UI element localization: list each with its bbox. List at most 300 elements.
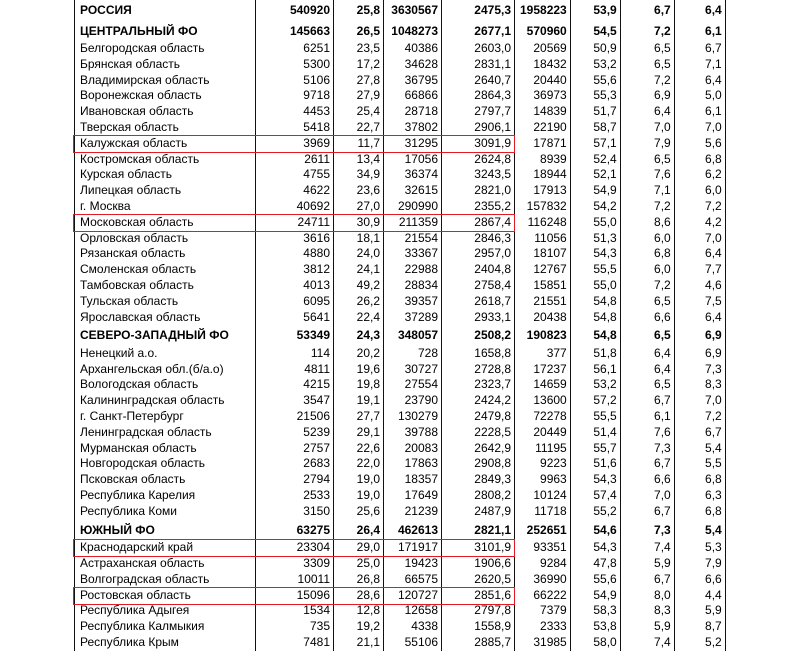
value-col-3: 20083: [384, 441, 442, 457]
value-col-8: 7,7: [674, 262, 725, 278]
value-col-8: 5,5: [674, 456, 725, 472]
value-col-7: 6,5: [620, 41, 674, 57]
region-row: [75, 88, 726, 104]
value-col-7: 6,1: [620, 409, 674, 425]
value-col-8: 7,3: [674, 362, 725, 378]
value-col-5: 1958223: [515, 0, 571, 21]
value-col-8: 5,6: [674, 136, 725, 152]
value-col-1: 40692: [256, 199, 334, 215]
value-col-8: 6,4: [674, 246, 725, 262]
value-col-2: 28,6: [334, 588, 384, 604]
region-name: Белгородская область: [75, 41, 256, 57]
district-total-row: [75, 21, 726, 42]
value-col-7: 8,0: [620, 588, 674, 604]
region-row: [75, 310, 726, 326]
value-col-5: 17237: [515, 362, 571, 378]
value-col-8: 6,1: [674, 104, 725, 120]
value-col-5: 18107: [515, 246, 571, 262]
value-col-7: 6,7: [620, 0, 674, 21]
regional-statistics-table: [74, 0, 726, 651]
value-col-1: 540920: [256, 0, 334, 21]
value-col-8: 6,9: [674, 346, 725, 362]
region-row: [75, 278, 726, 294]
value-col-7: 6,0: [620, 231, 674, 247]
value-col-1: 2683: [256, 456, 334, 472]
value-col-8: 6,9: [674, 325, 725, 346]
value-col-5: 9223: [515, 456, 571, 472]
value-col-2: 19,6: [334, 362, 384, 378]
value-col-1: 21506: [256, 409, 334, 425]
value-col-7: 6,5: [620, 152, 674, 168]
value-col-2: 19,2: [334, 619, 384, 635]
value-col-5: 20569: [515, 41, 571, 57]
region-row: [75, 136, 726, 152]
value-col-4: 2821,0: [442, 183, 515, 199]
region-name: Калининградская область: [75, 393, 256, 409]
value-col-7: 6,0: [620, 262, 674, 278]
region-name: Костромская область: [75, 152, 256, 168]
region-name: ЮЖНЫЙ ФО: [75, 520, 256, 541]
value-col-4: 2957,0: [442, 246, 515, 262]
value-col-8: 6,7: [674, 425, 725, 441]
value-col-3: 40386: [384, 41, 442, 57]
region-name: Ростовская область: [75, 588, 256, 604]
region-row: [75, 167, 726, 183]
value-col-7: 7,9: [620, 136, 674, 152]
value-col-4: 2797,8: [442, 603, 515, 619]
value-col-4: 2908,8: [442, 456, 515, 472]
value-col-7: 6,4: [620, 346, 674, 362]
value-col-3: 17056: [384, 152, 442, 168]
region-row: [75, 362, 726, 378]
value-col-3: 21554: [384, 231, 442, 247]
region-name: Республика Крым: [75, 635, 256, 651]
region-row: [75, 152, 726, 168]
value-col-4: 2797,7: [442, 104, 515, 120]
value-col-8: 5,3: [674, 540, 725, 556]
value-col-5: 18944: [515, 167, 571, 183]
value-col-1: 4013: [256, 278, 334, 294]
value-col-3: 27554: [384, 377, 442, 393]
region-name: Орловская область: [75, 231, 256, 247]
region-name: Калужская область: [75, 136, 256, 152]
value-col-6: 58,7: [570, 120, 620, 136]
value-col-1: 15096: [256, 588, 334, 604]
value-col-7: 7,2: [620, 278, 674, 294]
value-col-6: 55,5: [570, 409, 620, 425]
value-col-2: 18,1: [334, 231, 384, 247]
value-col-1: 3547: [256, 393, 334, 409]
value-col-2: 22,4: [334, 310, 384, 326]
value-col-8: 7,2: [674, 199, 725, 215]
value-col-3: 32615: [384, 183, 442, 199]
value-col-2: 11,7: [334, 136, 384, 152]
value-col-3: 211359: [384, 215, 442, 231]
value-col-6: 54,3: [570, 472, 620, 488]
region-name: Курская область: [75, 167, 256, 183]
value-col-4: 2758,4: [442, 278, 515, 294]
value-col-6: 55,3: [570, 88, 620, 104]
value-col-3: 130279: [384, 409, 442, 425]
value-col-7: 7,6: [620, 425, 674, 441]
region-name: г. Санкт-Петербург: [75, 409, 256, 425]
value-col-8: 6,6: [674, 572, 725, 588]
region-row: [75, 572, 726, 588]
value-col-1: 3812: [256, 262, 334, 278]
value-col-5: 11718: [515, 504, 571, 520]
value-col-6: 58,3: [570, 603, 620, 619]
value-col-2: 20,2: [334, 346, 384, 362]
value-col-3: 290990: [384, 199, 442, 215]
value-col-5: 18432: [515, 57, 571, 73]
value-col-6: 53,8: [570, 619, 620, 635]
value-col-8: 6,1: [674, 21, 725, 42]
value-col-5: 17913: [515, 183, 571, 199]
value-col-8: 5,0: [674, 88, 725, 104]
value-col-4: 2620,5: [442, 572, 515, 588]
value-col-8: 4,6: [674, 278, 725, 294]
value-col-2: 27,8: [334, 73, 384, 89]
value-col-8: 8,3: [674, 377, 725, 393]
region-name: Тверская область: [75, 120, 256, 136]
value-col-1: 2794: [256, 472, 334, 488]
value-col-5: 72278: [515, 409, 571, 425]
region-row: [75, 104, 726, 120]
value-col-3: 36795: [384, 73, 442, 89]
value-col-5: 36973: [515, 88, 571, 104]
value-col-2: 24,0: [334, 246, 384, 262]
value-col-6: 53,9: [570, 0, 620, 21]
region-row: [75, 215, 726, 231]
value-col-5: 157832: [515, 199, 571, 215]
region-name: Республика Коми: [75, 504, 256, 520]
value-col-8: 6,7: [674, 41, 725, 57]
value-col-8: 7,1: [674, 57, 725, 73]
value-col-4: 2867,4: [442, 215, 515, 231]
value-col-7: 5,9: [620, 556, 674, 572]
value-col-5: 7379: [515, 603, 571, 619]
value-col-2: 23,6: [334, 183, 384, 199]
value-col-1: 5641: [256, 310, 334, 326]
value-col-8: 5,4: [674, 520, 725, 541]
value-col-1: 4811: [256, 362, 334, 378]
value-col-6: 52,4: [570, 152, 620, 168]
region-row: [75, 41, 726, 57]
value-col-4: 3243,5: [442, 167, 515, 183]
region-name: Ненецкий а.о.: [75, 346, 256, 362]
district-total-row: [75, 0, 726, 21]
value-col-4: 2228,5: [442, 425, 515, 441]
regional-statistics-table-container: [74, 0, 726, 651]
value-col-3: 18357: [384, 472, 442, 488]
value-col-1: 114: [256, 346, 334, 362]
value-col-2: 25,0: [334, 556, 384, 572]
value-col-8: 6,2: [674, 167, 725, 183]
value-col-4: 2355,2: [442, 199, 515, 215]
value-col-2: 17,2: [334, 57, 384, 73]
region-name: Тамбовская область: [75, 278, 256, 294]
value-col-5: 377: [515, 346, 571, 362]
value-col-3: 12658: [384, 603, 442, 619]
value-col-8: 6,3: [674, 488, 725, 504]
value-col-7: 6,7: [620, 572, 674, 588]
region-row: [75, 199, 726, 215]
region-row: [75, 377, 726, 393]
value-col-5: 14839: [515, 104, 571, 120]
value-col-8: 7,0: [674, 231, 725, 247]
value-col-6: 51,3: [570, 231, 620, 247]
value-col-2: 25,6: [334, 504, 384, 520]
value-col-3: 17649: [384, 488, 442, 504]
value-col-7: 6,7: [620, 456, 674, 472]
region-name: г. Москва: [75, 199, 256, 215]
value-col-1: 735: [256, 619, 334, 635]
value-col-6: 54,8: [570, 294, 620, 310]
district-total-row: [75, 325, 726, 346]
value-col-3: 30727: [384, 362, 442, 378]
value-col-1: 3616: [256, 231, 334, 247]
value-col-5: 11056: [515, 231, 571, 247]
value-col-6: 51,7: [570, 104, 620, 120]
value-col-1: 4880: [256, 246, 334, 262]
value-col-7: 8,3: [620, 603, 674, 619]
value-col-3: 37802: [384, 120, 442, 136]
region-name: Новгородская область: [75, 456, 256, 472]
value-col-3: 462613: [384, 520, 442, 541]
value-col-1: 4622: [256, 183, 334, 199]
value-col-4: 2487,9: [442, 504, 515, 520]
value-col-1: 4755: [256, 167, 334, 183]
value-col-4: 2851,6: [442, 588, 515, 604]
value-col-2: 13,4: [334, 152, 384, 168]
value-col-2: 34,9: [334, 167, 384, 183]
value-col-5: 13600: [515, 393, 571, 409]
value-col-2: 22,0: [334, 456, 384, 472]
value-col-6: 58,0: [570, 635, 620, 651]
value-col-5: 9963: [515, 472, 571, 488]
value-col-8: 5,4: [674, 441, 725, 457]
region-name: Тульская область: [75, 294, 256, 310]
value-col-7: 7,0: [620, 120, 674, 136]
value-col-2: 27,9: [334, 88, 384, 104]
value-col-4: 1558,9: [442, 619, 515, 635]
region-name: Смоленская область: [75, 262, 256, 278]
value-col-2: 22,7: [334, 120, 384, 136]
value-col-2: 29,1: [334, 425, 384, 441]
value-col-7: 7,3: [620, 520, 674, 541]
value-col-4: 2479,8: [442, 409, 515, 425]
region-row: [75, 556, 726, 572]
value-col-5: 252651: [515, 520, 571, 541]
region-name: Астраханская область: [75, 556, 256, 572]
value-col-2: 30,9: [334, 215, 384, 231]
region-name: Республика Калмыкия: [75, 619, 256, 635]
value-col-1: 6251: [256, 41, 334, 57]
region-name: Краснодарский край: [75, 540, 256, 556]
value-col-6: 55,0: [570, 215, 620, 231]
value-col-3: 728: [384, 346, 442, 362]
value-col-8: 7,2: [674, 409, 725, 425]
region-name: Воронежская область: [75, 88, 256, 104]
value-col-3: 22988: [384, 262, 442, 278]
value-col-6: 54,3: [570, 246, 620, 262]
value-col-1: 63275: [256, 520, 334, 541]
value-col-4: 2831,1: [442, 57, 515, 73]
value-col-4: 2618,7: [442, 294, 515, 310]
value-col-7: 6,5: [620, 377, 674, 393]
value-col-3: 37289: [384, 310, 442, 326]
region-name: Мурманская область: [75, 441, 256, 457]
value-col-1: 2533: [256, 488, 334, 504]
value-col-3: 34628: [384, 57, 442, 73]
value-col-2: 19,0: [334, 488, 384, 504]
region-row: [75, 540, 726, 556]
value-col-8: 7,5: [674, 294, 725, 310]
value-col-3: 1048273: [384, 21, 442, 42]
value-col-1: 23304: [256, 540, 334, 556]
value-col-4: 2808,2: [442, 488, 515, 504]
value-col-5: 2333: [515, 619, 571, 635]
value-col-3: 171917: [384, 540, 442, 556]
value-col-5: 12767: [515, 262, 571, 278]
region-name: Вологодская область: [75, 377, 256, 393]
value-col-2: 26,2: [334, 294, 384, 310]
value-col-1: 2611: [256, 152, 334, 168]
value-col-4: 2404,8: [442, 262, 515, 278]
value-col-7: 6,5: [620, 325, 674, 346]
value-col-3: 66866: [384, 88, 442, 104]
value-col-6: 51,6: [570, 456, 620, 472]
value-col-6: 51,4: [570, 425, 620, 441]
value-col-6: 51,8: [570, 346, 620, 362]
value-col-1: 53349: [256, 325, 334, 346]
value-col-8: 5,9: [674, 603, 725, 619]
value-col-4: 2640,7: [442, 73, 515, 89]
value-col-5: 570960: [515, 21, 571, 42]
value-col-2: 26,4: [334, 520, 384, 541]
value-col-2: 22,6: [334, 441, 384, 457]
value-col-7: 6,8: [620, 246, 674, 262]
value-col-8: 7,0: [674, 120, 725, 136]
value-col-7: 7,4: [620, 635, 674, 651]
value-col-2: 12,8: [334, 603, 384, 619]
region-row: [75, 57, 726, 73]
value-col-2: 24,1: [334, 262, 384, 278]
region-row: [75, 504, 726, 520]
region-row: [75, 425, 726, 441]
value-col-8: 4,4: [674, 588, 725, 604]
value-col-2: 27,7: [334, 409, 384, 425]
value-col-6: 57,1: [570, 136, 620, 152]
value-col-6: 54,2: [570, 199, 620, 215]
value-col-5: 190823: [515, 325, 571, 346]
value-col-6: 56,1: [570, 362, 620, 378]
region-name: ЦЕНТРАЛЬНЫЙ ФО: [75, 21, 256, 42]
value-col-6: 55,7: [570, 441, 620, 457]
value-col-8: 6,0: [674, 183, 725, 199]
region-name: Архангельская обл.(б/а.о): [75, 362, 256, 378]
value-col-5: 21551: [515, 294, 571, 310]
value-col-7: 8,6: [620, 215, 674, 231]
value-col-7: 7,1: [620, 183, 674, 199]
value-col-7: 6,7: [620, 504, 674, 520]
value-col-7: 6,5: [620, 294, 674, 310]
value-col-8: 7,9: [674, 556, 725, 572]
value-col-2: 24,3: [334, 325, 384, 346]
value-col-2: 49,2: [334, 278, 384, 294]
region-row: [75, 183, 726, 199]
value-col-1: 9718: [256, 88, 334, 104]
value-col-6: 50,9: [570, 41, 620, 57]
value-col-4: 1906,6: [442, 556, 515, 572]
region-row: [75, 456, 726, 472]
value-col-6: 52,1: [570, 167, 620, 183]
value-col-8: 4,2: [674, 215, 725, 231]
value-col-7: 7,6: [620, 167, 674, 183]
value-col-1: 3969: [256, 136, 334, 152]
value-col-2: 26,5: [334, 21, 384, 42]
value-col-3: 19423: [384, 556, 442, 572]
region-name: Московская область: [75, 215, 256, 231]
value-col-6: 47,8: [570, 556, 620, 572]
value-col-1: 4215: [256, 377, 334, 393]
value-col-5: 66222: [515, 588, 571, 604]
value-col-4: 2603,0: [442, 41, 515, 57]
value-col-3: 33367: [384, 246, 442, 262]
region-row: [75, 231, 726, 247]
value-col-3: 55106: [384, 635, 442, 651]
value-col-1: 5106: [256, 73, 334, 89]
region-row: [75, 409, 726, 425]
value-col-5: 20438: [515, 310, 571, 326]
value-col-5: 20440: [515, 73, 571, 89]
value-col-1: 5300: [256, 57, 334, 73]
value-col-7: 7,3: [620, 441, 674, 457]
region-row: [75, 294, 726, 310]
region-row: [75, 262, 726, 278]
value-col-6: 55,6: [570, 572, 620, 588]
value-col-2: 19,0: [334, 472, 384, 488]
value-col-5: 10124: [515, 488, 571, 504]
value-col-4: 2624,8: [442, 152, 515, 168]
region-name: Ярославская область: [75, 310, 256, 326]
value-col-1: 3150: [256, 504, 334, 520]
value-col-7: 6,9: [620, 88, 674, 104]
value-col-6: 55,0: [570, 278, 620, 294]
value-col-4: 3101,9: [442, 540, 515, 556]
value-col-8: 7,0: [674, 393, 725, 409]
value-col-5: 31985: [515, 635, 571, 651]
value-col-8: 6,8: [674, 504, 725, 520]
value-col-5: 22190: [515, 120, 571, 136]
value-col-1: 6095: [256, 294, 334, 310]
value-col-1: 5239: [256, 425, 334, 441]
region-row: [75, 441, 726, 457]
value-col-7: 6,6: [620, 310, 674, 326]
value-col-8: 6,4: [674, 73, 725, 89]
region-name: РОССИЯ: [75, 0, 256, 21]
value-col-1: 2757: [256, 441, 334, 457]
value-col-3: 31295: [384, 136, 442, 152]
value-col-5: 116248: [515, 215, 571, 231]
value-col-3: 3630567: [384, 0, 442, 21]
value-col-8: 6,4: [674, 310, 725, 326]
value-col-1: 4453: [256, 104, 334, 120]
value-col-4: 2677,1: [442, 21, 515, 42]
value-col-7: 7,2: [620, 73, 674, 89]
region-name: Рязанская область: [75, 246, 256, 262]
value-col-3: 39788: [384, 425, 442, 441]
